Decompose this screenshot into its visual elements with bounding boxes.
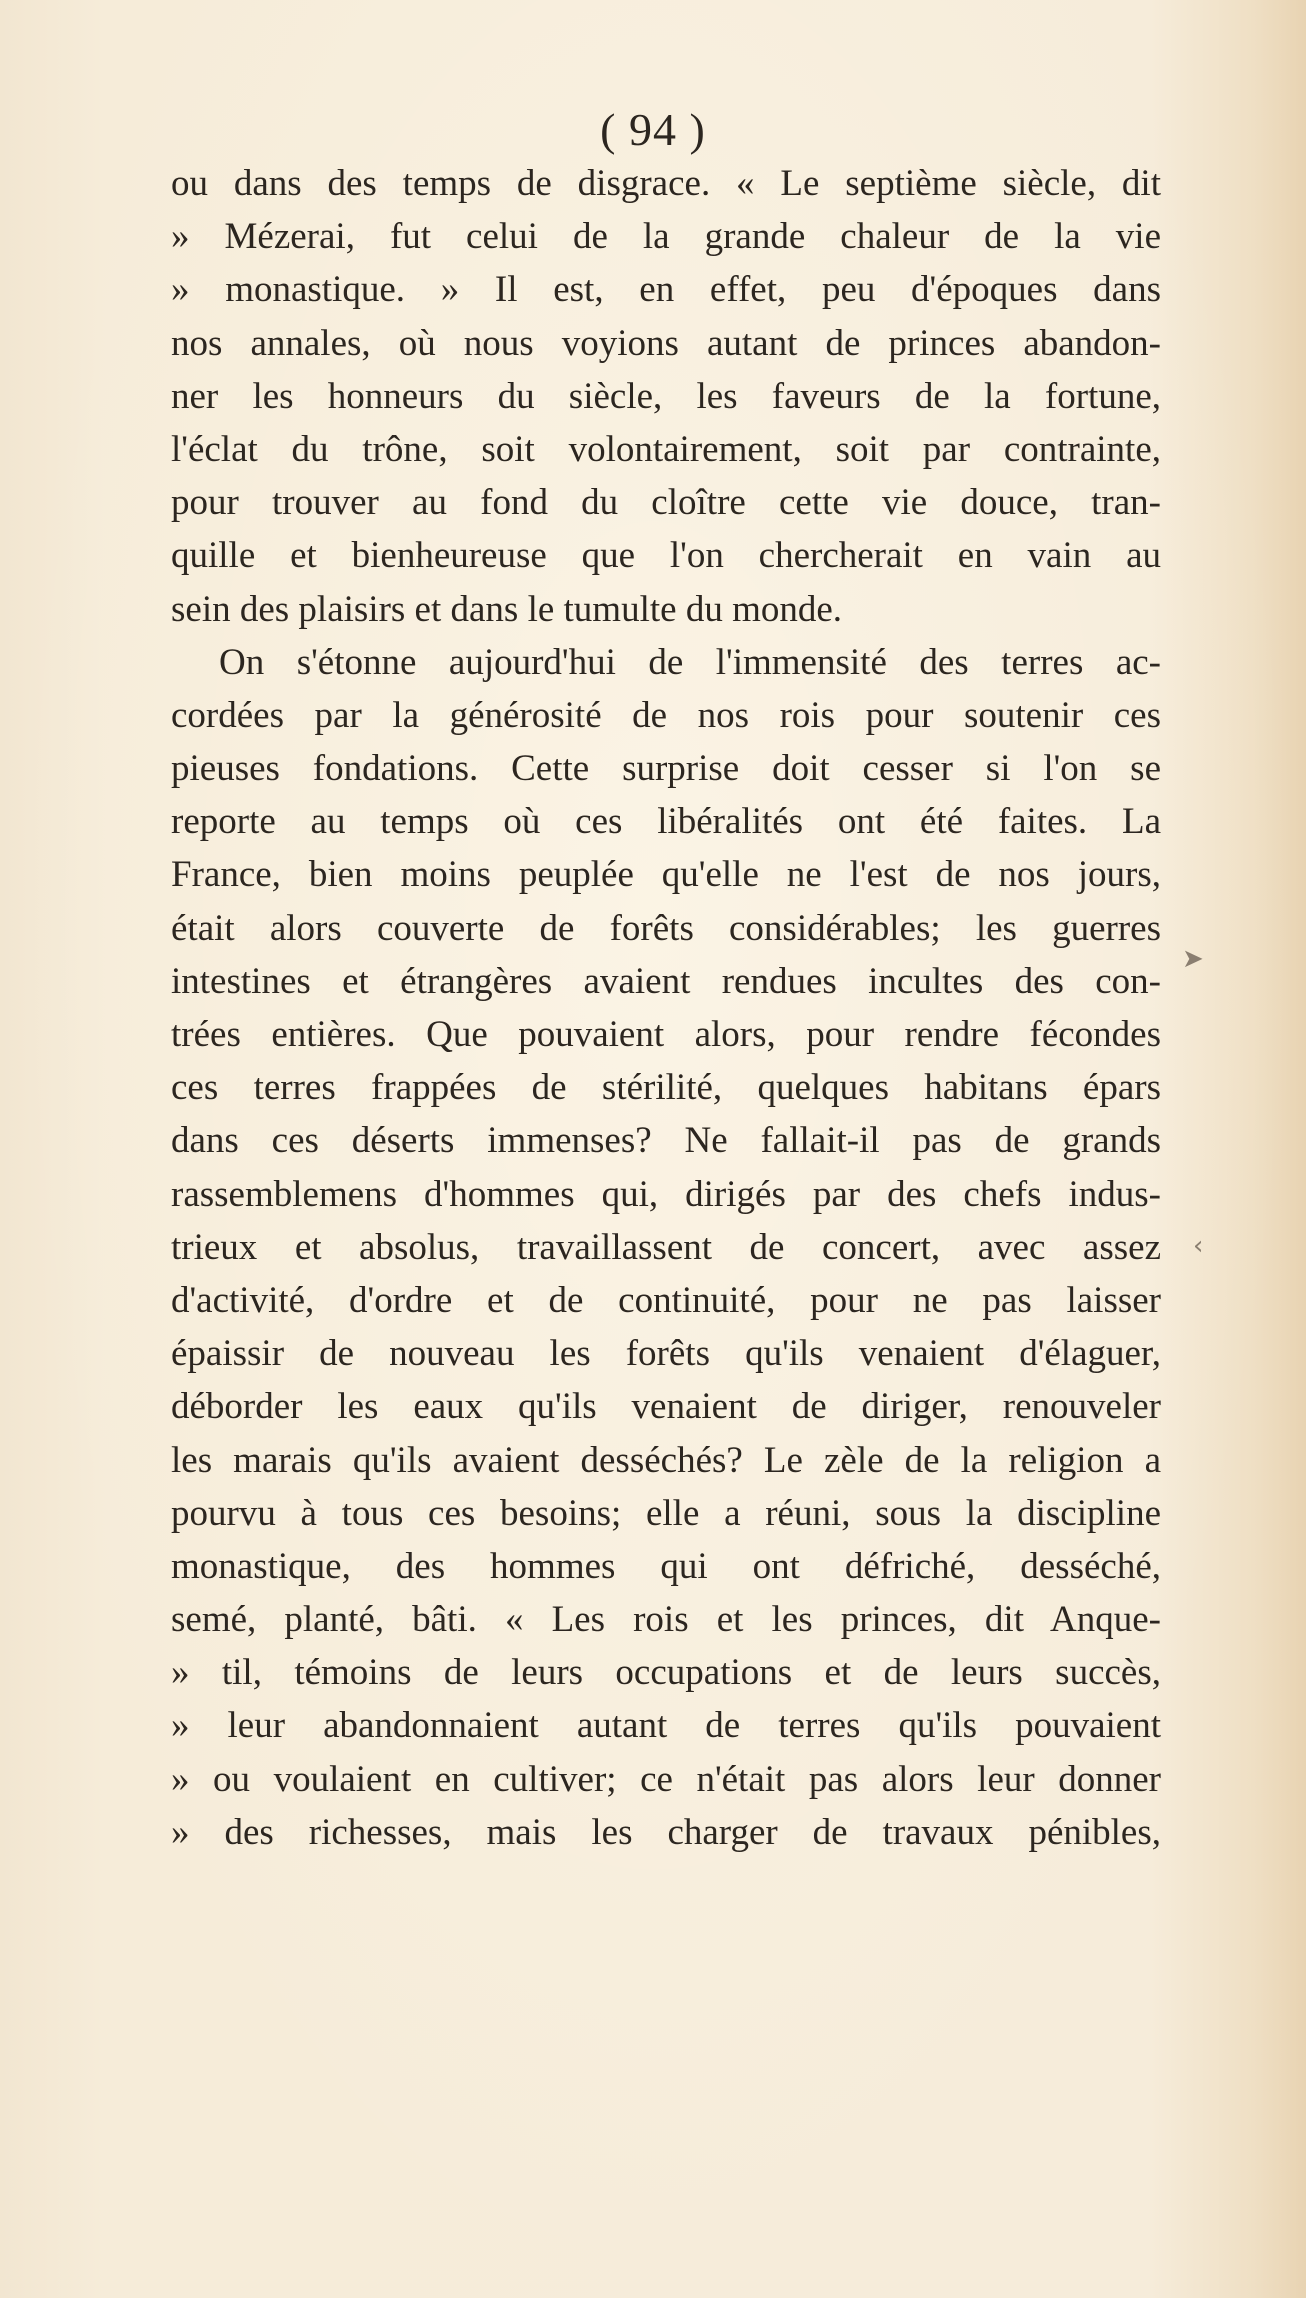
text-line: trieux et absolus, travaillassent de concert, avec assez [171,1226,1161,1268]
text-line: sein des plaisirs et dans le tumulte du monde. [171,588,843,630]
text-line: » leur abandonnaient autant de terres qu'ils pouvaient [171,1705,1161,1747]
text-line: d'activité, d'ordre et de continuité, pour ne pas laisser [171,1279,1161,1321]
text-line: nos annales, où nous voyions autant de princes abandon- [171,322,1161,364]
page-number [0,100,1306,160]
text-line: cordées par la générosité de nos rois pour soutenir ces [171,694,1161,736]
text-line: quille et bienheureuse que l'on chercherait en vain au [171,535,1161,577]
text-line: France, bien moins peuplée qu'elle ne l'est de nos jours, [171,854,1161,896]
body-text [171,157,1161,1859]
page-number-text: ( 94 ) [600,104,706,155]
text-line: l'éclat du trône, soit volontairement, soit par contrainte, [171,428,1161,470]
margin-check-icon: ‹ [1193,1231,1204,1261]
margin-arrow-icon: ➤ [1182,944,1204,974]
text-line: ces terres frappées de stérilité, quelques habitans épars [171,1067,1161,1109]
text-line: » Mézerai, fut celui de la grande chaleur de la vie [171,216,1161,258]
text-line: ou dans des temps de disgrace. « Le septième siècle, dit [171,163,1161,204]
text-line: épaissir de nouveau les forêts qu'ils venaient d'élaguer, [171,1333,1161,1375]
text-line: déborder les eaux qu'ils venaient de diriger, renouveler [171,1386,1161,1428]
text-line: les marais qu'ils avaient desséchés? Le zèle de la religion a [171,1439,1161,1481]
text-line: était alors couverte de forêts considérables; les guerres [171,907,1161,949]
text-line: ner les honneurs du siècle, les faveurs de la fortune, [171,375,1161,417]
text-line: rassemblemens d'hommes qui, dirigés par des chefs indus- [171,1173,1161,1215]
text-line: intestines et étrangères avaient rendues incultes des con- [171,960,1161,1002]
text-line: pourvu à tous ces besoins; elle a réuni, sous la discipline [171,1492,1161,1534]
text-line: dans ces déserts immenses? Ne fallait-il pas de grands [171,1120,1161,1162]
text-line: trées entières. Que pouvaient alors, pour rendre fécondes [171,1014,1161,1055]
text-line: » ou voulaient en cultiver; ce n'était pas alors leur donner [171,1758,1161,1800]
text-line: monastique, des hommes qui ont défriché, desséché, [171,1545,1161,1587]
text-line: » monastique. » Il est, en effet, peu d'époques dans [171,269,1161,311]
text-line: reporte au temps où ces libéralités ont été faites. La [171,801,1161,843]
text-line: » til, témoins de leurs occupations et de leurs succès, [171,1652,1161,1694]
text-line: » des richesses, mais les charger de travaux pénibles, [171,1811,1161,1853]
text-line: semé, planté, bâti. « Les rois et les princes, dit Anque- [171,1599,1161,1641]
text-line: pour trouver au fond du cloître cette vie douce, tran- [171,482,1161,524]
text-line: On s'étonne aujourd'hui de l'immensité des terres ac- [219,641,1161,683]
text-line: pieuses fondations. Cette surprise doit cesser si l'on se [171,748,1161,790]
